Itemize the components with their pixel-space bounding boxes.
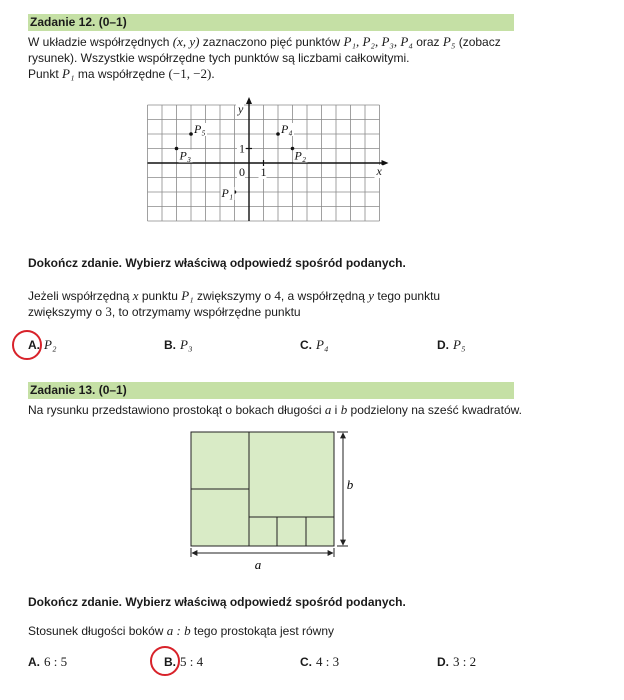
task13-option-a[interactable]: A. 6 : 5	[28, 654, 68, 669]
tick-label-1-x: 1	[260, 165, 267, 179]
y-axis-arrow	[246, 97, 252, 104]
task12-text-line3: Punkt P₁ ma współrzędne (−1, −2).	[28, 66, 215, 81]
task12-question-line2: zwiększymy o 3, to otrzymamy współrzędne punktu	[28, 304, 301, 319]
label-b: b	[346, 477, 354, 492]
rectangle-figure	[180, 425, 360, 575]
task12-instruction: Dokończ zdanie. Wybierz właściwą odpowiedź spośród podanych.	[28, 256, 406, 270]
task13-option-b[interactable]: B. 5 : 4	[164, 654, 204, 669]
point-label-p1: P₁	[221, 186, 234, 200]
task12-text-line1: W układzie współrzędnych (x, y) zaznaczono pięć punktów P₁, P₂, P₃, P₄ oraz P₅ (zobacz	[28, 34, 501, 49]
task13-question: Stosunek długości boków a : b tego prostokąta jest równy	[28, 623, 335, 638]
task12-option-c[interactable]: C. P₄	[300, 337, 329, 352]
task12-question-line1: Jeżeli współrzędną x punktu P₁ zwiększymy o 4, a współrzędną y tego punktu	[28, 288, 441, 303]
task12-option-d[interactable]: D. P₅	[437, 337, 466, 352]
task12-option-a[interactable]: A. P₂	[28, 337, 57, 352]
point-p5	[189, 132, 193, 136]
x-axis-arrow	[382, 160, 389, 166]
point-label-p5: P₅	[194, 122, 206, 136]
label-a: a	[254, 557, 262, 572]
task13-option-c[interactable]: C. 4 : 3	[300, 654, 340, 669]
selected-answer-circle	[12, 330, 42, 360]
task13-header: Zadanie 13. (0–1)	[28, 382, 514, 399]
origin-label: 0	[239, 165, 245, 179]
coordinate-graph	[140, 98, 380, 223]
task13-option-d[interactable]: D. 3 : 2	[437, 654, 477, 669]
selected-answer-circle	[150, 646, 180, 676]
y-axis-label: y	[238, 102, 244, 116]
point-label-p3: P₃	[179, 148, 192, 163]
task12-header: Zadanie 12. (0–1)	[28, 14, 514, 31]
task12-text-line2: rysunek). Wszystkie współrzędne tych punktów są liczbami całkowitymi.	[28, 51, 410, 65]
task13-instruction: Dokończ zdanie. Wybierz właściwą odpowiedź spośród podanych.	[28, 595, 406, 609]
point-p3	[175, 147, 179, 151]
point-p4	[276, 132, 280, 136]
tick-label-1-y: 1	[239, 141, 245, 156]
point-label-p2: P₂	[294, 148, 307, 163]
x-axis-label: x	[376, 164, 382, 178]
task12-option-b[interactable]: B. P₃	[164, 337, 193, 352]
point-label-p4: P₄	[281, 122, 293, 136]
task13-text-line1: Na rysunku przedstawiono prostokąt o bokach długości a i b podzielony na sześć kwadratów.	[28, 402, 522, 417]
